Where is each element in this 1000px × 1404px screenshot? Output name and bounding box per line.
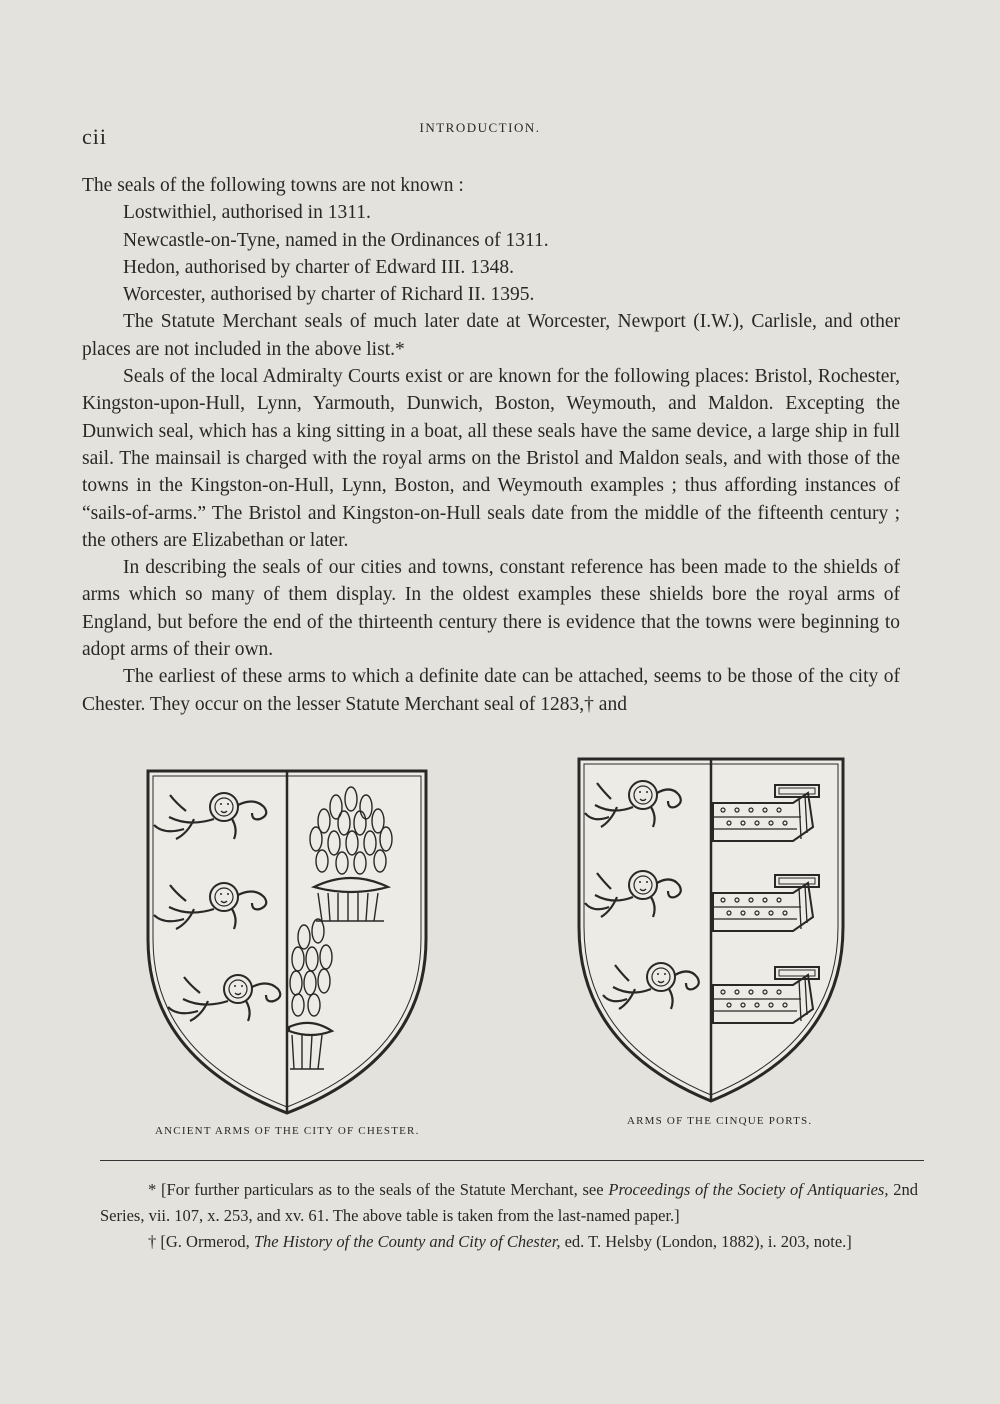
cinque-ports-arms-shield [577, 757, 845, 1103]
body-text [82, 172, 900, 718]
footnote-statute-merchant [100, 1177, 918, 1229]
cinque-ports-arms-caption: ARMS OF THE CINQUE PORTS. [627, 1115, 813, 1127]
footnote-text: * [For further particulars as to the seals of the Statute Merchant, see [148, 1180, 609, 1199]
chester-arms-caption: ANCIENT ARMS OF THE CITY OF CHESTER. [155, 1125, 420, 1137]
intro-line: The seals of the following towns are not known : [82, 175, 464, 196]
town-list-item: Newcastle-on-Tyne, named in the Ordinances of 1311. [123, 229, 549, 251]
footnote-ormerod [100, 1229, 918, 1255]
paragraph-statute-merchant: The Statute Merchant seals of much later date at Worcester, Newport (I.W.), Carlisle, and other places are not included in the above list.* [82, 311, 900, 360]
paragraph-earliest-arms: The earliest of these arms to which a definite date can be attached, seems to be those of the city of Chester. They occur on the lesser Statute Merchant seal of 1283,† and [82, 666, 900, 715]
footnote-text: 2nd Series, vii. 107, x. 253, and xv. 61. The above table is taken from the last-named paper.] [100, 1180, 919, 1225]
footnote-citation-title: Proceedings of the Society of Antiquaries, [608, 1180, 889, 1199]
town-list-item: Hedon, authorised by charter of Edward III. 1348. [123, 256, 514, 278]
paragraph-admiralty-courts: Seals of the local Admiralty Courts exist or are known for the following places: Bristol, Rochester, Kingston-upon-Hull, Lynn, Yarmouth, Dunwich, Boston, Weymouth, and Maldon. Excepting the Dunwich seal, which has a king sitting in a boat, all these seals have the same device, a large ship in full sail. The mainsail is charged with the royal arms on the Bristol and Maldon seals, and with those of the towns in the Kingston-on-Hull, Lynn, Boston, and Weymouth examples ; thus affording instances of “sails-of-arms.” The Bristol and Kingston-on-Hull seals date from the middle of the fifteenth century ; the others are Elizabethan or later. [82, 366, 900, 551]
town-list-item: Lostwithiel, authorised in 1311. [123, 202, 371, 224]
page-number: cii [82, 124, 107, 149]
town-list-item: Worcester, authorised by charter of Richard II. 1395. [123, 284, 535, 306]
chester-arms-shield [146, 769, 428, 1115]
footnote-citation-title: The History of the County and City of Chester, [253, 1232, 561, 1251]
footnotes [100, 1177, 918, 1255]
footnote-text: ed. T. Helsby (London, 1882), i. 203, note.] [560, 1232, 852, 1251]
footnote-rule [100, 1160, 924, 1161]
paragraph-shields-of-arms: In describing the seals of our cities and towns, constant reference has been made to the shields of arms which so many of them display. In the oldest examples these shields bore the royal arms of England, but before the end of the thirteenth century there is evidence that the towns were beginning to adopt arms of their own. [82, 557, 900, 661]
footnote-text: † [G. Ormerod, [148, 1232, 254, 1251]
running-head: INTRODUCTION. [419, 120, 541, 135]
